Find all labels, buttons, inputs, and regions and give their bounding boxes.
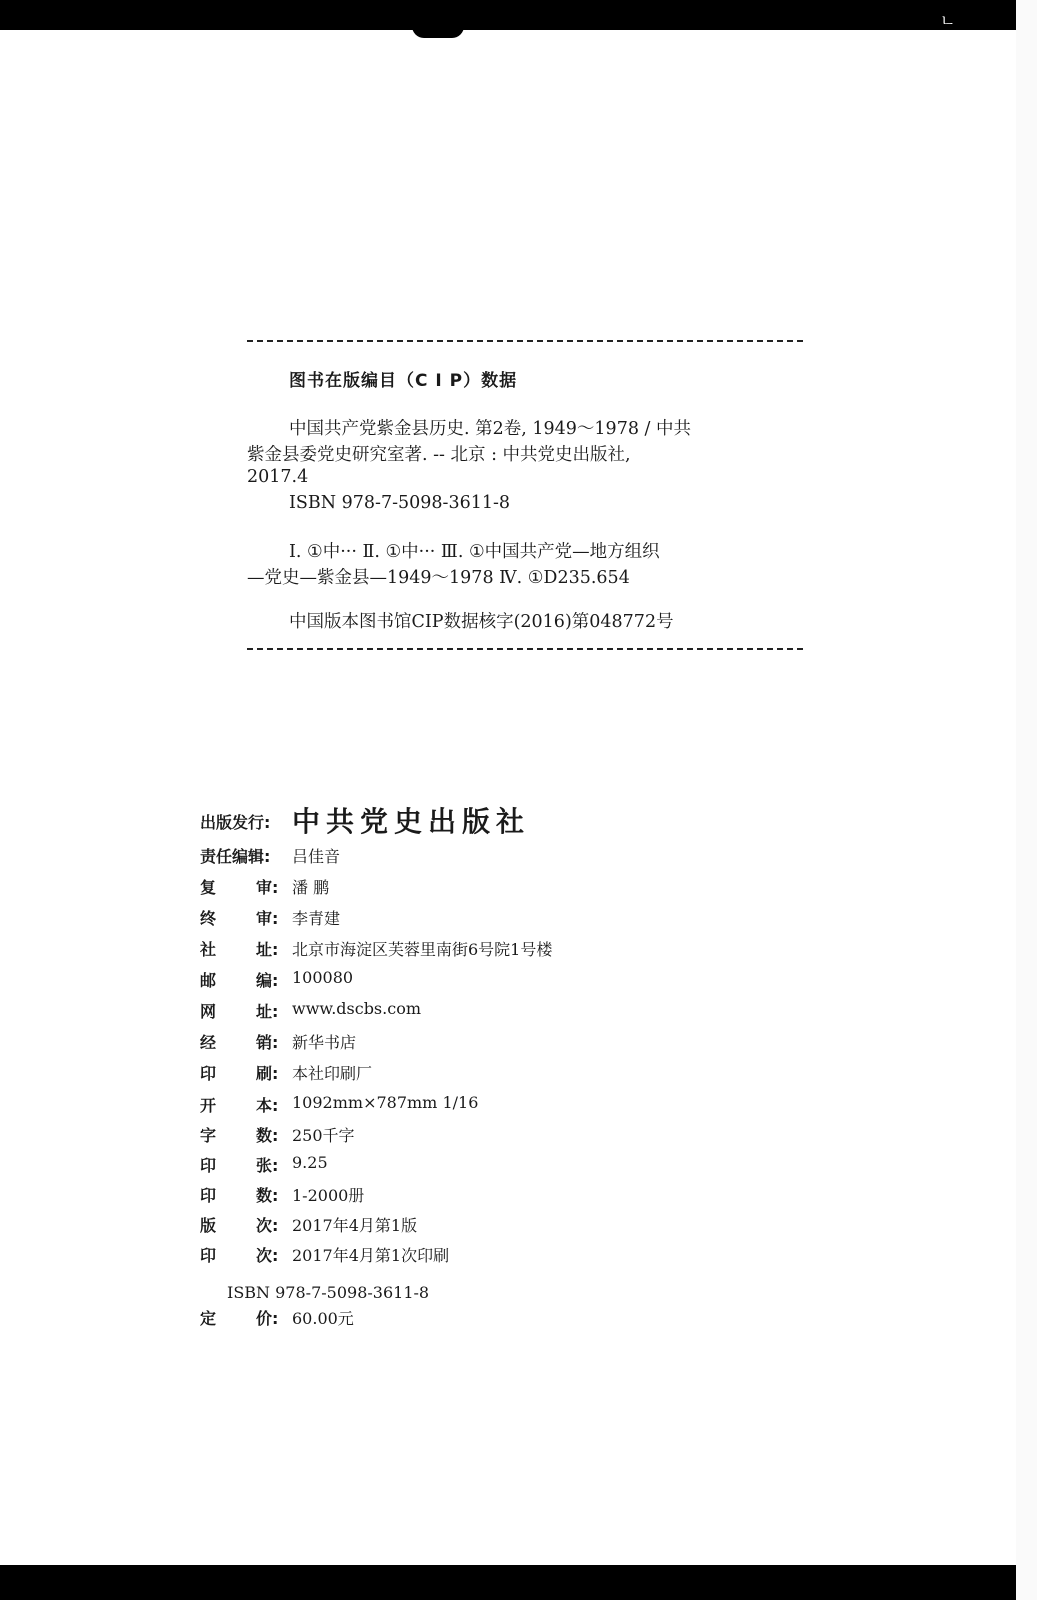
info-label-a: 版 xyxy=(200,1216,217,1235)
cip-record-number: 中国版本图书馆CIP数据核字(2016)第048772号 xyxy=(289,612,674,632)
info-label-a: 印 xyxy=(200,1246,217,1265)
cip-line-3: 2017.4 xyxy=(247,467,309,487)
corner-mark: ㄴ xyxy=(940,11,956,30)
publisher-label: 出版发行: xyxy=(200,813,271,832)
info-label-a: 字 xyxy=(200,1126,217,1145)
info-value: 吕佳音 xyxy=(292,847,341,866)
price-label-b: 价: xyxy=(256,1309,279,1328)
info-label-a: 开 xyxy=(200,1096,217,1115)
cip-classification-2: —党史—紫金县—1949～1978 Ⅳ. ①D235.654 xyxy=(247,568,630,588)
cip-data-block xyxy=(247,340,803,650)
info-value: 本社印刷厂 xyxy=(292,1064,373,1083)
cip-isbn: ISBN 978-7-5098-3611-8 xyxy=(289,493,511,513)
info-label-b: 编: xyxy=(256,971,279,990)
info-label-b: 次: xyxy=(256,1216,279,1235)
info-label-a: 经 xyxy=(200,1033,217,1052)
info-label-a: 邮 xyxy=(200,971,217,990)
info-label-a: 印 xyxy=(200,1064,217,1083)
info-value: 1-2000册 xyxy=(292,1186,365,1205)
dashed-divider-bottom xyxy=(247,648,803,650)
dashed-divider-top xyxy=(247,340,803,342)
info-value: 2017年4月第1次印刷 xyxy=(292,1246,450,1265)
info-label-a: 社 xyxy=(200,940,217,959)
info-value: 新华书店 xyxy=(292,1033,357,1052)
cip-line-1: 中国共产党紫金县历史. 第2卷, 1949～1978 / 中共 xyxy=(289,419,691,439)
scan-edge-strip xyxy=(1016,0,1037,1600)
info-value: 2017年4月第1版 xyxy=(292,1216,418,1235)
info-value: 250千字 xyxy=(292,1126,355,1145)
info-label-b: 本: xyxy=(256,1096,279,1115)
info-value: 9.25 xyxy=(292,1153,328,1172)
copyright-page xyxy=(0,30,1016,1565)
price-value: 60.00元 xyxy=(292,1309,354,1328)
scan-notch xyxy=(412,26,464,38)
cip-classification-1: Ⅰ. ①中··· Ⅱ. ①中··· Ⅲ. ①中国共产党—地方组织 xyxy=(289,542,660,562)
isbn-bottom: ISBN 978-7-5098-3611-8 xyxy=(227,1283,430,1302)
info-label-a: 印 xyxy=(200,1186,217,1205)
info-label-a: 复 xyxy=(200,878,217,897)
info-label-b: 次: xyxy=(256,1246,279,1265)
publisher-name: 中共党史出版社 xyxy=(292,805,531,838)
info-value: 北京市海淀区芙蓉里南街6号院1号楼 xyxy=(292,940,553,959)
info-value: 潘 鹏 xyxy=(292,878,330,897)
info-label-b: 刷: xyxy=(256,1064,279,1083)
info-label-b: 址: xyxy=(256,940,279,959)
info-label: 责任编辑: xyxy=(200,847,271,866)
info-value: 1092mm×787mm 1/16 xyxy=(292,1093,479,1112)
info-value: www.dscbs.com xyxy=(292,999,421,1018)
info-label-b: 数: xyxy=(256,1126,279,1145)
price-label-a: 定 xyxy=(200,1309,217,1328)
info-label-b: 数: xyxy=(256,1186,279,1205)
info-label-b: 址: xyxy=(256,1002,279,1021)
cip-line-2: 紫金县委党史研究室著. -- 北京 : 中共党史出版社, xyxy=(247,445,631,465)
info-label-b: 审: xyxy=(256,909,279,928)
info-label-b: 张: xyxy=(256,1156,279,1175)
info-label-a: 网 xyxy=(200,1002,217,1021)
info-value: 100080 xyxy=(292,968,354,987)
info-label-b: 销: xyxy=(256,1033,279,1052)
cip-title: 图书在版编目（C I P）数据 xyxy=(289,371,518,391)
info-label-a: 终 xyxy=(200,909,217,928)
info-label-a: 印 xyxy=(200,1156,217,1175)
info-value: 李青建 xyxy=(292,909,341,928)
info-label-b: 审: xyxy=(256,878,279,897)
